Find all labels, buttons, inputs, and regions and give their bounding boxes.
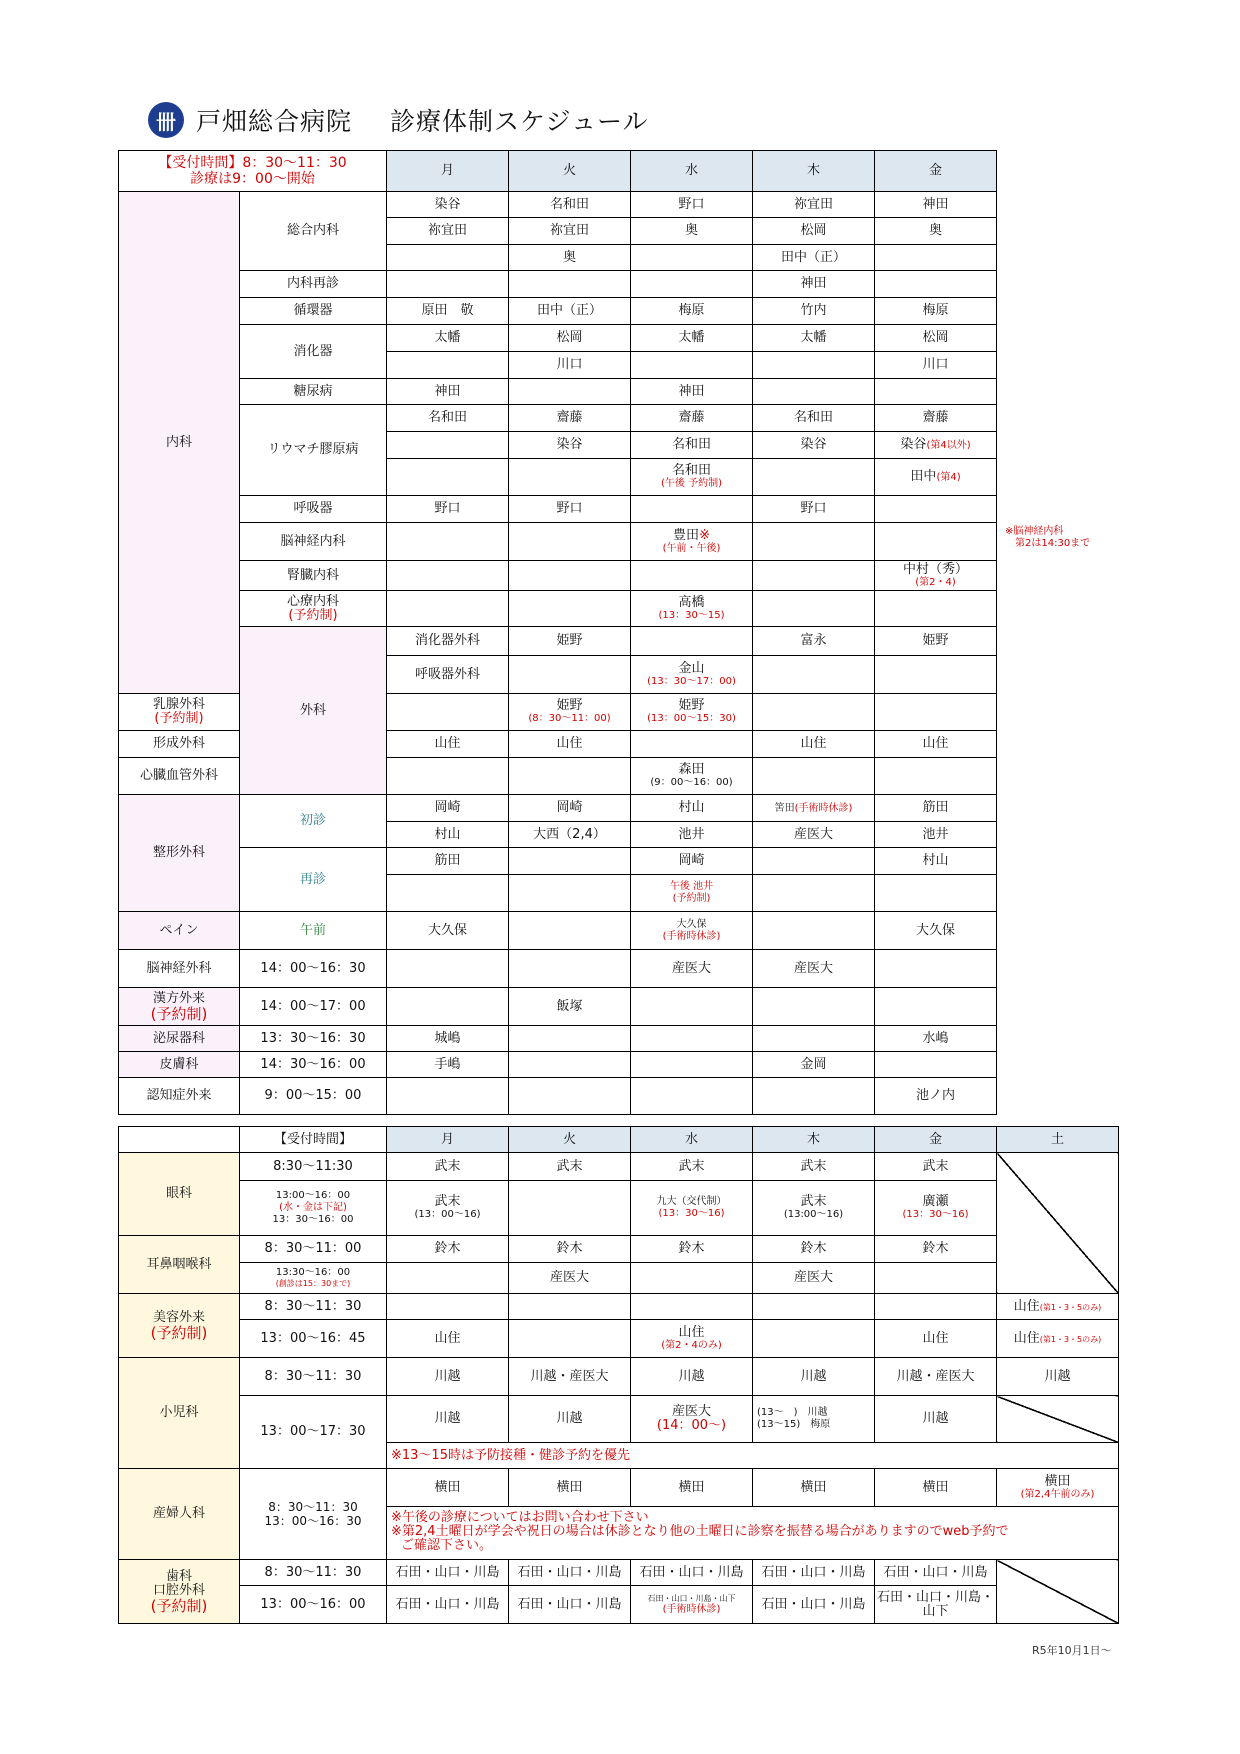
dept-obgyn: 産婦人科: [119, 1469, 240, 1560]
time-cell: 8：30〜11：30 13：00〜16：30: [240, 1469, 387, 1560]
cell: 横田: [509, 1469, 631, 1507]
sub-respiratory: 呼吸器: [240, 496, 387, 523]
cell: 姫野: [875, 627, 997, 656]
kampo-time: 14：00〜17：00: [240, 988, 387, 1026]
cell: [753, 1320, 875, 1358]
cell: [509, 1294, 631, 1320]
cell: [387, 875, 509, 912]
cell: 大西（2,4）: [509, 822, 631, 848]
effective-date: R5年10月1日〜: [1032, 1644, 1112, 1657]
cell: 田中（正）: [753, 245, 875, 271]
time-cell: 8：30〜11：00: [240, 1236, 387, 1263]
cell: 石田・山口・川島: [753, 1560, 875, 1586]
sub-breast-surgery: 乳腺外科 (予約制): [119, 694, 240, 731]
cell: 中村（秀） (第2・4): [875, 561, 997, 591]
cell: [875, 758, 997, 795]
cell: 池ノ内: [875, 1078, 997, 1115]
cell: 石田・山口・川島・山下 (手術時休診): [631, 1586, 753, 1624]
cell: 名和田: [753, 405, 875, 432]
cell: [753, 591, 875, 627]
cell: [631, 1263, 753, 1294]
cell: 川越: [875, 1396, 997, 1443]
cell: 神田: [631, 379, 753, 405]
cell: [387, 591, 509, 627]
cell: [753, 875, 875, 912]
cell: 池井: [631, 822, 753, 848]
sat-closed-diagonal: [997, 1560, 1119, 1624]
cell: [509, 459, 631, 496]
cell: 石田・山口・川島: [387, 1586, 509, 1624]
cell: 姫野 (13：00〜15：30): [631, 694, 753, 731]
cell: 石田・山口・川島: [631, 1560, 753, 1586]
cell: 染谷: [509, 432, 631, 459]
time-cell: 8：30〜11：30: [240, 1294, 387, 1320]
cell: 水嶋: [875, 1026, 997, 1052]
dept-dermatology: 皮膚科: [119, 1052, 240, 1078]
pain-time: 午前: [240, 912, 387, 950]
cell: [509, 758, 631, 795]
cell: 名和田: [509, 192, 631, 218]
hospital-name: 戸畑総合病院: [196, 107, 353, 136]
cell: [509, 1078, 631, 1115]
cell: [753, 1078, 875, 1115]
time-cell: 8：30〜11：30: [240, 1560, 387, 1586]
cell: [387, 1263, 509, 1294]
sub-psychosomatic: 心療内科 (予約制): [240, 591, 387, 627]
day-thu: 木: [753, 151, 875, 192]
cell: [387, 561, 509, 591]
cell: [875, 1294, 997, 1320]
cell: 村山: [387, 822, 509, 848]
cell: 川越: [387, 1358, 509, 1396]
dept-pain: ペイン: [119, 912, 240, 950]
cell: [753, 379, 875, 405]
cell: [509, 1320, 631, 1358]
cell: [631, 731, 753, 758]
cell: 祢宜田: [387, 218, 509, 245]
cell: 川越: [997, 1358, 1119, 1396]
schedule-table-sub: [118, 1126, 1119, 1624]
cell: 武末: [387, 1153, 509, 1181]
cell: [387, 758, 509, 795]
cell: [509, 591, 631, 627]
cell: 梅原: [875, 298, 997, 325]
cell: (13〜 ) 川越 (13〜15) 梅原: [753, 1396, 875, 1443]
cell: 齋藤: [509, 405, 631, 432]
day-mon: 月: [387, 1127, 509, 1153]
cell: 川越: [509, 1396, 631, 1443]
urology-time: 13：30〜16：30: [240, 1026, 387, 1052]
cell: 石田・山口・川島: [509, 1560, 631, 1586]
cell: 午後 池井 (予約制): [631, 875, 753, 912]
cell: [631, 1026, 753, 1052]
cell: 鈴木: [875, 1236, 997, 1263]
cell: 川越・産医大: [875, 1358, 997, 1396]
cell: [753, 988, 875, 1026]
cell: 神田: [387, 379, 509, 405]
cell: [875, 245, 997, 271]
cell: 横田: [875, 1469, 997, 1507]
dermatology-time: 14：30〜16：00: [240, 1052, 387, 1078]
cell: [387, 1294, 509, 1320]
cell: 川口: [875, 352, 997, 379]
cell: [509, 950, 631, 988]
cell: 飯塚: [509, 988, 631, 1026]
dept-neurosurgery: 脳神経外科: [119, 950, 240, 988]
cell: 富永: [753, 627, 875, 656]
dept-dementia: 認知症外来: [119, 1078, 240, 1115]
sub-nephrology: 腎臓内科: [240, 561, 387, 591]
day-tue: 火: [509, 151, 631, 192]
cell: 大久保: [387, 912, 509, 950]
cell: 野口: [631, 192, 753, 218]
cell: 山住: [387, 731, 509, 758]
cell: [387, 523, 509, 561]
cell: 豊田※ (午前・午後): [631, 523, 753, 561]
cell: 池井: [875, 822, 997, 848]
cell: 森田 (9：00〜16：00): [631, 758, 753, 795]
cell: [753, 758, 875, 795]
neurosurgery-time: 14：00〜16：30: [240, 950, 387, 988]
cell: 祢宜田: [509, 218, 631, 245]
dept-pediatrics: 小児科: [119, 1358, 240, 1469]
cell: 産医大: [631, 950, 753, 988]
cell: [387, 352, 509, 379]
cell: [753, 352, 875, 379]
time-cell: 13：00〜17：30: [240, 1396, 387, 1469]
cell: 染谷: [387, 192, 509, 218]
dept-kampo: 漢方外来 (予約制): [119, 988, 240, 1026]
day-wed: 水: [631, 1127, 753, 1153]
cell: 武末: [631, 1153, 753, 1181]
cell: 産医大 (14：00〜): [631, 1396, 753, 1443]
cell: 筈田(手術時休診): [753, 795, 875, 822]
cell: [631, 1052, 753, 1078]
dept-orthopedics: 整形外科: [119, 795, 240, 912]
dept-dental: 歯科 口腔外科 (予約制): [119, 1560, 240, 1624]
cell: [509, 561, 631, 591]
cell: 山住(第1・3・5のみ): [997, 1294, 1119, 1320]
cell: 染谷(第4以外): [875, 432, 997, 459]
cell: 松岡: [875, 325, 997, 352]
blank-corner: [119, 1127, 240, 1153]
cell: [509, 875, 631, 912]
cell: 太幡: [753, 325, 875, 352]
cell: [509, 1181, 631, 1236]
dept-surgery: 外科: [240, 627, 387, 795]
cell: [753, 459, 875, 496]
cell: [509, 1052, 631, 1078]
cell: [753, 656, 875, 694]
cell: 川口: [509, 352, 631, 379]
time-cell: 13：00〜16：45: [240, 1320, 387, 1358]
cell: [631, 271, 753, 298]
cell: 大久保: [875, 912, 997, 950]
cell: [509, 912, 631, 950]
dept-urology: 泌尿器科: [119, 1026, 240, 1052]
cell: [875, 1052, 997, 1078]
cell: 名和田: [631, 432, 753, 459]
cell: 齋藤: [875, 405, 997, 432]
cell: [631, 561, 753, 591]
cell: 川越: [631, 1358, 753, 1396]
cell: 川越・産医大: [509, 1358, 631, 1396]
sub-diabetes: 糖尿病: [240, 379, 387, 405]
time-cell: 13：00〜16：00: [240, 1586, 387, 1624]
cell: 奥: [875, 218, 997, 245]
time-cell: 8:30〜11:30: [240, 1153, 387, 1181]
cell: [753, 561, 875, 591]
sub-first-visit: 初診: [240, 795, 387, 848]
cell: 太幡: [387, 325, 509, 352]
cell: 武末: [875, 1153, 997, 1181]
cell: [875, 694, 997, 731]
hospital-logo: 卌: [148, 102, 184, 138]
cell: [509, 523, 631, 561]
cell: [509, 1026, 631, 1052]
page-title: 診療体制スケジュール: [390, 107, 649, 136]
dementia-time: 9：00〜15：00: [240, 1078, 387, 1115]
cell: 筋田: [387, 848, 509, 875]
cell: [387, 432, 509, 459]
cell: [387, 988, 509, 1026]
sat-closed-diagonal: [997, 1153, 1119, 1294]
dept-ophthalmology: 眼科: [119, 1153, 240, 1236]
cell: [875, 656, 997, 694]
cell: 武末: [753, 1153, 875, 1181]
cell: [509, 271, 631, 298]
cell: 石田・山口・川島: [509, 1586, 631, 1624]
cell: [753, 1294, 875, 1320]
cell: [387, 459, 509, 496]
cell: 山住(第1・3・5のみ): [997, 1320, 1119, 1358]
page-header: [148, 100, 649, 140]
sub-internal-revisit: 内科再診: [240, 271, 387, 298]
day-fri: 金: [875, 1127, 997, 1153]
cell: 産医大: [753, 822, 875, 848]
cell: 神田: [875, 192, 997, 218]
cell: 山住: [753, 731, 875, 758]
cell: [387, 950, 509, 988]
cell: 岡崎: [387, 795, 509, 822]
cell: 横田: [753, 1469, 875, 1507]
schedule-table-main: [118, 150, 997, 1115]
cell: 野口: [753, 496, 875, 523]
cell: 産医大: [753, 1263, 875, 1294]
cell: 石田・山口・川島: [753, 1586, 875, 1624]
cell: 九大（交代制） (13：30〜16): [631, 1181, 753, 1236]
cell: 名和田: [387, 405, 509, 432]
dept-cosmetic: 美容外来 (予約制): [119, 1294, 240, 1358]
cell: 産医大: [509, 1263, 631, 1294]
cell: [875, 988, 997, 1026]
cell: 山住: [387, 1320, 509, 1358]
reception-hours-label: 【受付時間】: [240, 1127, 387, 1153]
cell: [631, 627, 753, 656]
cell: 石田・山口・川島: [387, 1560, 509, 1586]
cell: [387, 245, 509, 271]
cell: 神田: [753, 271, 875, 298]
sub-general-internal: 総合内科: [240, 192, 387, 271]
cell: 姫野 (8：30〜11：00): [509, 694, 631, 731]
cell: 横田 (第2,4午前のみ): [997, 1469, 1119, 1507]
day-tue: 火: [509, 1127, 631, 1153]
cell: [875, 591, 997, 627]
cell: 梅原: [631, 298, 753, 325]
cell: [387, 1078, 509, 1115]
time-cell: 8：30〜11：30: [240, 1358, 387, 1396]
cell: [631, 245, 753, 271]
day-mon: 月: [387, 151, 509, 192]
cell: 山住: [875, 731, 997, 758]
cell: [631, 1078, 753, 1115]
cell: 鈴木: [509, 1236, 631, 1263]
cell: 太幡: [631, 325, 753, 352]
cell: [875, 523, 997, 561]
cell: 山住: [875, 1320, 997, 1358]
cell: [387, 271, 509, 298]
cell: [875, 271, 997, 298]
cell: [387, 694, 509, 731]
cell: 野口: [387, 496, 509, 523]
cell: 山住: [509, 731, 631, 758]
cell: [875, 875, 997, 912]
cell: [875, 950, 997, 988]
cell: 鈴木: [387, 1236, 509, 1263]
pediatrics-note: ※13〜15時は予防接種・健診予約を優先: [387, 1443, 1119, 1469]
cell: 金岡: [753, 1052, 875, 1078]
cell: 筋田: [875, 795, 997, 822]
cell: 横田: [387, 1469, 509, 1507]
cell: 齋藤: [631, 405, 753, 432]
time-cell: 13:30〜16：00 (創診は15：30まで): [240, 1263, 387, 1294]
cell: 染谷: [753, 432, 875, 459]
cell: [753, 848, 875, 875]
sub-gastro-surgery: 消化器外科: [387, 627, 509, 656]
sub-neurology: 脳神経内科: [240, 523, 387, 561]
cell: 川越: [387, 1396, 509, 1443]
cell: 村山: [631, 795, 753, 822]
cell: 田中(第4): [875, 459, 997, 496]
cell: 岡崎: [509, 795, 631, 822]
cell: [631, 352, 753, 379]
time-cell: 13:00〜16：00 (水・金は下記) 13：30〜16：00: [240, 1181, 387, 1236]
cell: 産医大: [753, 950, 875, 988]
day-thu: 木: [753, 1127, 875, 1153]
sat-closed-diagonal: [997, 1396, 1119, 1443]
cell: 原田 敬: [387, 298, 509, 325]
cell: 武末 (13：00〜16): [387, 1181, 509, 1236]
cell: 鈴木: [753, 1236, 875, 1263]
cell: [509, 656, 631, 694]
cell: 山住 (第2・4のみ): [631, 1320, 753, 1358]
sub-respiratory-surgery: 呼吸器外科: [387, 656, 509, 694]
day-sat: 土: [997, 1127, 1119, 1153]
dept-internal-medicine: 内科: [119, 192, 240, 694]
cell: 鈴木: [631, 1236, 753, 1263]
cell: 金山 (13：30〜17：00): [631, 656, 753, 694]
sub-plastic-surgery: 形成外科: [119, 731, 240, 758]
obgyn-note: ※午後の診療についてはお問い合わせ下さい ※第2,4土曜日が学会や祝日の場合は休診となり他の土曜日に診察を振替る場合がありますのでweb予約で ご確認下さい。: [387, 1507, 1119, 1560]
cell: [509, 848, 631, 875]
cell: 竹内: [753, 298, 875, 325]
cell: 岡崎: [631, 848, 753, 875]
cell: 廣瀬 (13：30〜16): [875, 1181, 997, 1236]
cell: 村山: [875, 848, 997, 875]
cell: 石田・山口・川島・山下: [875, 1586, 997, 1624]
cell: 松岡: [509, 325, 631, 352]
cell: [875, 496, 997, 523]
cell: 石田・山口・川島: [875, 1560, 997, 1586]
neurology-side-note: ※脳神経内科 第2は14:30まで: [1005, 526, 1091, 549]
day-wed: 水: [631, 151, 753, 192]
reception-hours: 【受付時間】8：30〜11：30 診療は9：00〜開始: [119, 151, 387, 192]
cell: 城嶋: [387, 1026, 509, 1052]
sub-revisit: 再診: [240, 848, 387, 912]
cell: 松岡: [753, 218, 875, 245]
cell: 奥: [509, 245, 631, 271]
cell: 奥: [631, 218, 753, 245]
cell: [509, 379, 631, 405]
cell: 手嶋: [387, 1052, 509, 1078]
cell: 名和田 (午後 予約制): [631, 459, 753, 496]
cell: [631, 988, 753, 1026]
cell: 野口: [509, 496, 631, 523]
cell: [753, 523, 875, 561]
cell: 川越: [753, 1358, 875, 1396]
cell: [631, 496, 753, 523]
dept-ent: 耳鼻咽喉科: [119, 1236, 240, 1294]
sub-cardiovascular-surgery: 心臓血管外科: [119, 758, 240, 795]
cell: 横田: [631, 1469, 753, 1507]
cell: 祢宜田: [753, 192, 875, 218]
cell: 武末 (13:00〜16): [753, 1181, 875, 1236]
cell: [875, 379, 997, 405]
sub-rheumatology: リウマチ膠原病: [240, 405, 387, 496]
cell: 大久保 (手術時休診): [631, 912, 753, 950]
sub-cardiology: 循環器: [240, 298, 387, 325]
cell: [631, 1294, 753, 1320]
cell: 高橋 (13：30〜15): [631, 591, 753, 627]
cell: 田中（正）: [509, 298, 631, 325]
sub-gastro: 消化器: [240, 325, 387, 379]
cell: [875, 1263, 997, 1294]
cell: [753, 1026, 875, 1052]
cell: 武末: [509, 1153, 631, 1181]
cell: [753, 912, 875, 950]
day-fri: 金: [875, 151, 997, 192]
cell: [753, 694, 875, 731]
cell: 姫野: [509, 627, 631, 656]
